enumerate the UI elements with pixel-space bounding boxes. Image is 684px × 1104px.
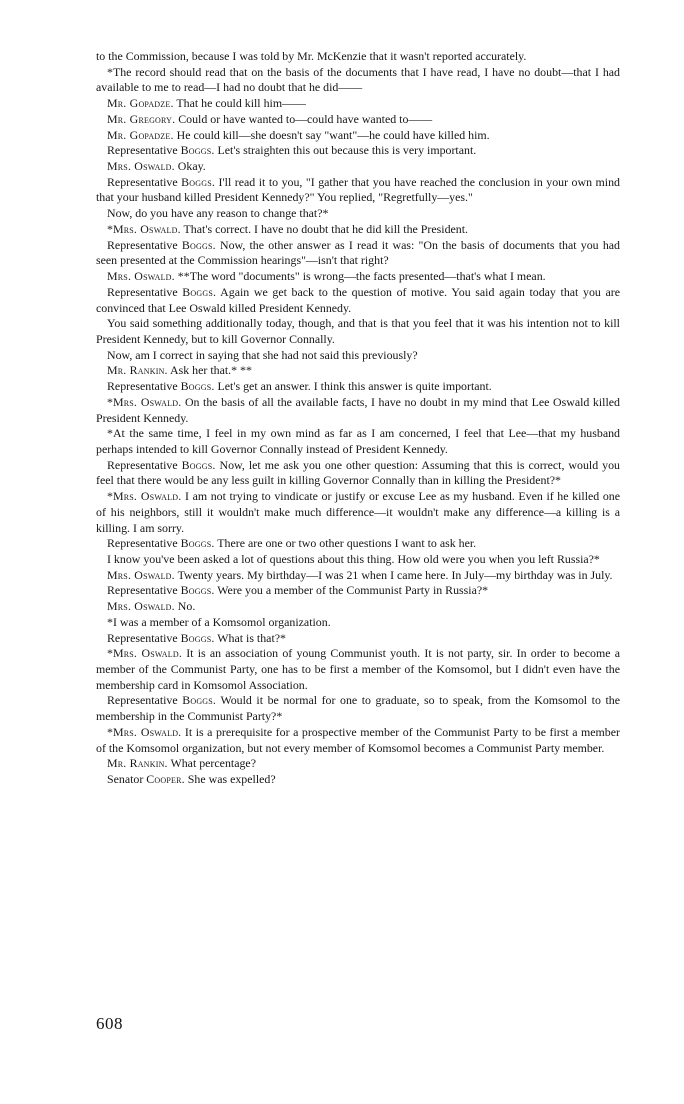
document-page [96, 49, 620, 788]
transcript-paragraph [96, 96, 620, 112]
paragraph-text: That's correct. I have no doubt that he did kill the President. [180, 221, 469, 236]
paragraph-text: That he could kill him—— [173, 96, 306, 111]
speaker-name: Mrs. Oswald. [107, 269, 175, 284]
transcript-paragraph [96, 143, 620, 159]
speaker-prefix: Representative [107, 237, 182, 252]
paragraph-text: Were you a member of the Communist Party in Russia?* [214, 583, 489, 598]
transcript-paragraph [96, 363, 620, 379]
speaker-prefix: * [107, 724, 113, 739]
speaker-name: Mrs. Oswald. [107, 599, 175, 614]
transcript-paragraph [96, 631, 620, 647]
speaker-name: Mrs. Oswald. [107, 567, 175, 582]
speaker-prefix: Representative [107, 457, 182, 472]
speaker-name: Boggs. [181, 174, 216, 189]
speaker-name: Mr. Gopadze. [107, 96, 174, 111]
paragraph-text: Would it be normal for one to graduate, so to speak, from the Komsomol to the membership in the Communist Party?* [96, 693, 620, 724]
paragraph-text: I'll read it to you, "I gather that you have reached the conclusion in your own mind that your husband killed President Kennedy?" You replied, "Regretfully—yes." [96, 174, 620, 205]
paragraph-text: Now, the other answer as I read it was: "On the basis of documents that you had seen presented at the Commission hearings"—isn't that right? [96, 237, 620, 268]
paragraph-text: No. [174, 599, 196, 614]
speaker-prefix: Representative [107, 379, 181, 394]
page-number: 608 [96, 1014, 123, 1033]
paragraph-text: He could kill—she doesn't say "want"—he could have killed him. [173, 127, 490, 142]
paragraph-text: Ask her that.* ** [167, 363, 252, 378]
speaker-name: Mrs. Oswald. [112, 221, 181, 236]
speaker-name: Cooper. [146, 772, 185, 787]
speaker-name: Boggs. [182, 284, 217, 299]
paragraph-text: Let's get an answer. I think this answer is quite important. [214, 379, 492, 394]
transcript-paragraph [96, 395, 620, 426]
speaker-prefix: Senator [107, 772, 147, 787]
transcript-paragraph [96, 49, 620, 65]
speaker-name: Mr. Rankin. [107, 363, 168, 378]
paragraph-text: Now, let me ask you one other question: Assuming that this is correct, would you feel that there would be any less guilt in killing Governor Connally than in killing the President?* [96, 457, 620, 488]
paragraph-text: *The record should read that on the basis of the documents that I have read, I have no doubt—that I had available to me to read—I had no doubt that he did—— [96, 64, 620, 95]
paragraph-text: *I was a member of a Komsomol organization. [107, 614, 331, 629]
speaker-prefix: * [107, 394, 113, 409]
transcript-paragraph [96, 222, 620, 238]
speaker-name: Boggs. [180, 536, 215, 551]
paragraph-text: Now, do you have any reason to change that?* [107, 206, 329, 221]
transcript-paragraph [96, 206, 620, 222]
speaker-prefix: Representative [107, 536, 181, 551]
transcript-paragraph [96, 316, 620, 347]
transcript-paragraph [96, 583, 620, 599]
paragraph-text: It is a prerequisite for a prospective member of the Communist Party to be first a member of the Komsomol organization, but not every member of Komsomol becomes a Communist Party member. [96, 724, 620, 755]
speaker-prefix: Representative [107, 143, 181, 158]
transcript-paragraph [96, 489, 620, 536]
transcript-paragraph [96, 175, 620, 206]
paragraph-text: What is that?* [214, 630, 286, 645]
speaker-prefix: Representative [107, 583, 181, 598]
speaker-name: Boggs. [180, 379, 215, 394]
paragraph-text: I am not trying to vindicate or justify or excuse Lee as my husband. Even if he killed one of his neighbors, still it wouldn't make much difference—it wouldn't make any difference—a killing is a killing. I am sorry. [96, 489, 620, 535]
transcript-paragraph [96, 458, 620, 489]
speaker-name: Mr. Gopadze. [107, 127, 174, 142]
transcript-paragraph [96, 348, 620, 364]
paragraph-text: I know you've been asked a lot of questions about this thing. How old were you when you left Russia?* [107, 552, 600, 566]
speaker-prefix: Representative [107, 630, 181, 645]
speaker-name: Mr. Gregory. [107, 111, 176, 126]
speaker-name: Boggs. [181, 457, 216, 472]
transcript-paragraph [96, 599, 620, 615]
transcript-paragraph [96, 285, 620, 316]
paragraph-text: What percentage? [167, 756, 256, 771]
speaker-name: Boggs. [180, 143, 215, 158]
transcript-paragraph [96, 159, 620, 175]
paragraph-text: It is an association of young Communist youth. It is not party, sir. In order to become a member of the Communist Party, one has to be first a member of the Komsomol, but I didn't even have the membership card in Komsomol Association. [96, 646, 620, 692]
transcript-paragraph [96, 536, 620, 552]
paragraph-text: Twenty years. My birthday—I was 21 when I came here. In July—my birthday was in July. [174, 567, 613, 582]
paragraph-text: She was expelled? [184, 772, 276, 787]
transcript-paragraph [96, 568, 620, 584]
transcript-paragraph [96, 646, 620, 693]
paragraph-text: *At the same time, I feel in my own mind as far as I am concerned, I feel that Lee—that my husband perhaps intended to kill Governor Connally instead of President Kennedy. [96, 426, 620, 456]
speaker-name: Mrs. Oswald. [107, 159, 175, 174]
speaker-name: Mrs. Oswald. [112, 724, 182, 739]
speaker-name: Boggs. [181, 237, 216, 252]
paragraph-text: Again we get back to the question of motive. You said again today that you are convinced that Lee Oswald killed President Kennedy. [96, 284, 620, 315]
speaker-name: Mr. Rankin. [107, 756, 168, 771]
transcript-paragraph [96, 112, 620, 128]
paragraph-text: Now, am I correct in saying that she had not said this previously? [107, 347, 418, 362]
transcript-paragraph [96, 772, 620, 788]
transcript-paragraph [96, 379, 620, 395]
speaker-name: Boggs. [180, 583, 215, 598]
speaker-prefix: * [107, 221, 113, 236]
transcript-paragraph [96, 238, 620, 269]
paragraph-text: **The word "documents" is wrong—the facts presented—that's what I mean. [174, 269, 546, 284]
paragraph-text: There are one or two other questions I want to ask her. [214, 536, 477, 551]
transcript-paragraph [96, 65, 620, 96]
transcript-paragraph [96, 756, 620, 772]
paragraph-text: Okay. [174, 159, 206, 174]
transcript-paragraph [96, 269, 620, 285]
speaker-prefix: Representative [107, 693, 183, 708]
speaker-prefix: Representative [107, 174, 182, 189]
speaker-prefix: * [107, 646, 113, 661]
speaker-name: Boggs. [180, 630, 215, 645]
transcript-paragraph [96, 615, 620, 631]
transcript-paragraph [96, 693, 620, 724]
speaker-prefix: * [107, 489, 113, 504]
speaker-name: Mrs. Oswald. [112, 394, 182, 409]
transcript-paragraph [96, 426, 620, 457]
paragraph-text: Let's straighten this out because this is very important. [214, 143, 477, 158]
paragraph-text: to the Commission, because I was told by Mr. McKenzie that it wasn't reported accurately. [96, 49, 527, 63]
speaker-name: Mrs. Oswald. [112, 489, 182, 504]
speaker-name: Mrs. Oswald. [112, 646, 183, 661]
speaker-name: Boggs. [182, 693, 217, 708]
speaker-prefix: Representative [107, 284, 183, 299]
transcript-paragraph [96, 725, 620, 756]
transcript-paragraph [96, 128, 620, 144]
paragraph-text: Could or have wanted to—could have wanted to—— [175, 111, 433, 126]
paragraph-text: You said something additionally today, though, and that is that you feel that it was his intention not to kill President Kennedy, but to kill Governor Connally. [96, 316, 620, 346]
paragraph-text: On the basis of all the available facts, I have no doubt in my mind that Lee Oswald killed President Kennedy. [96, 394, 620, 425]
transcript-paragraph [96, 552, 620, 568]
